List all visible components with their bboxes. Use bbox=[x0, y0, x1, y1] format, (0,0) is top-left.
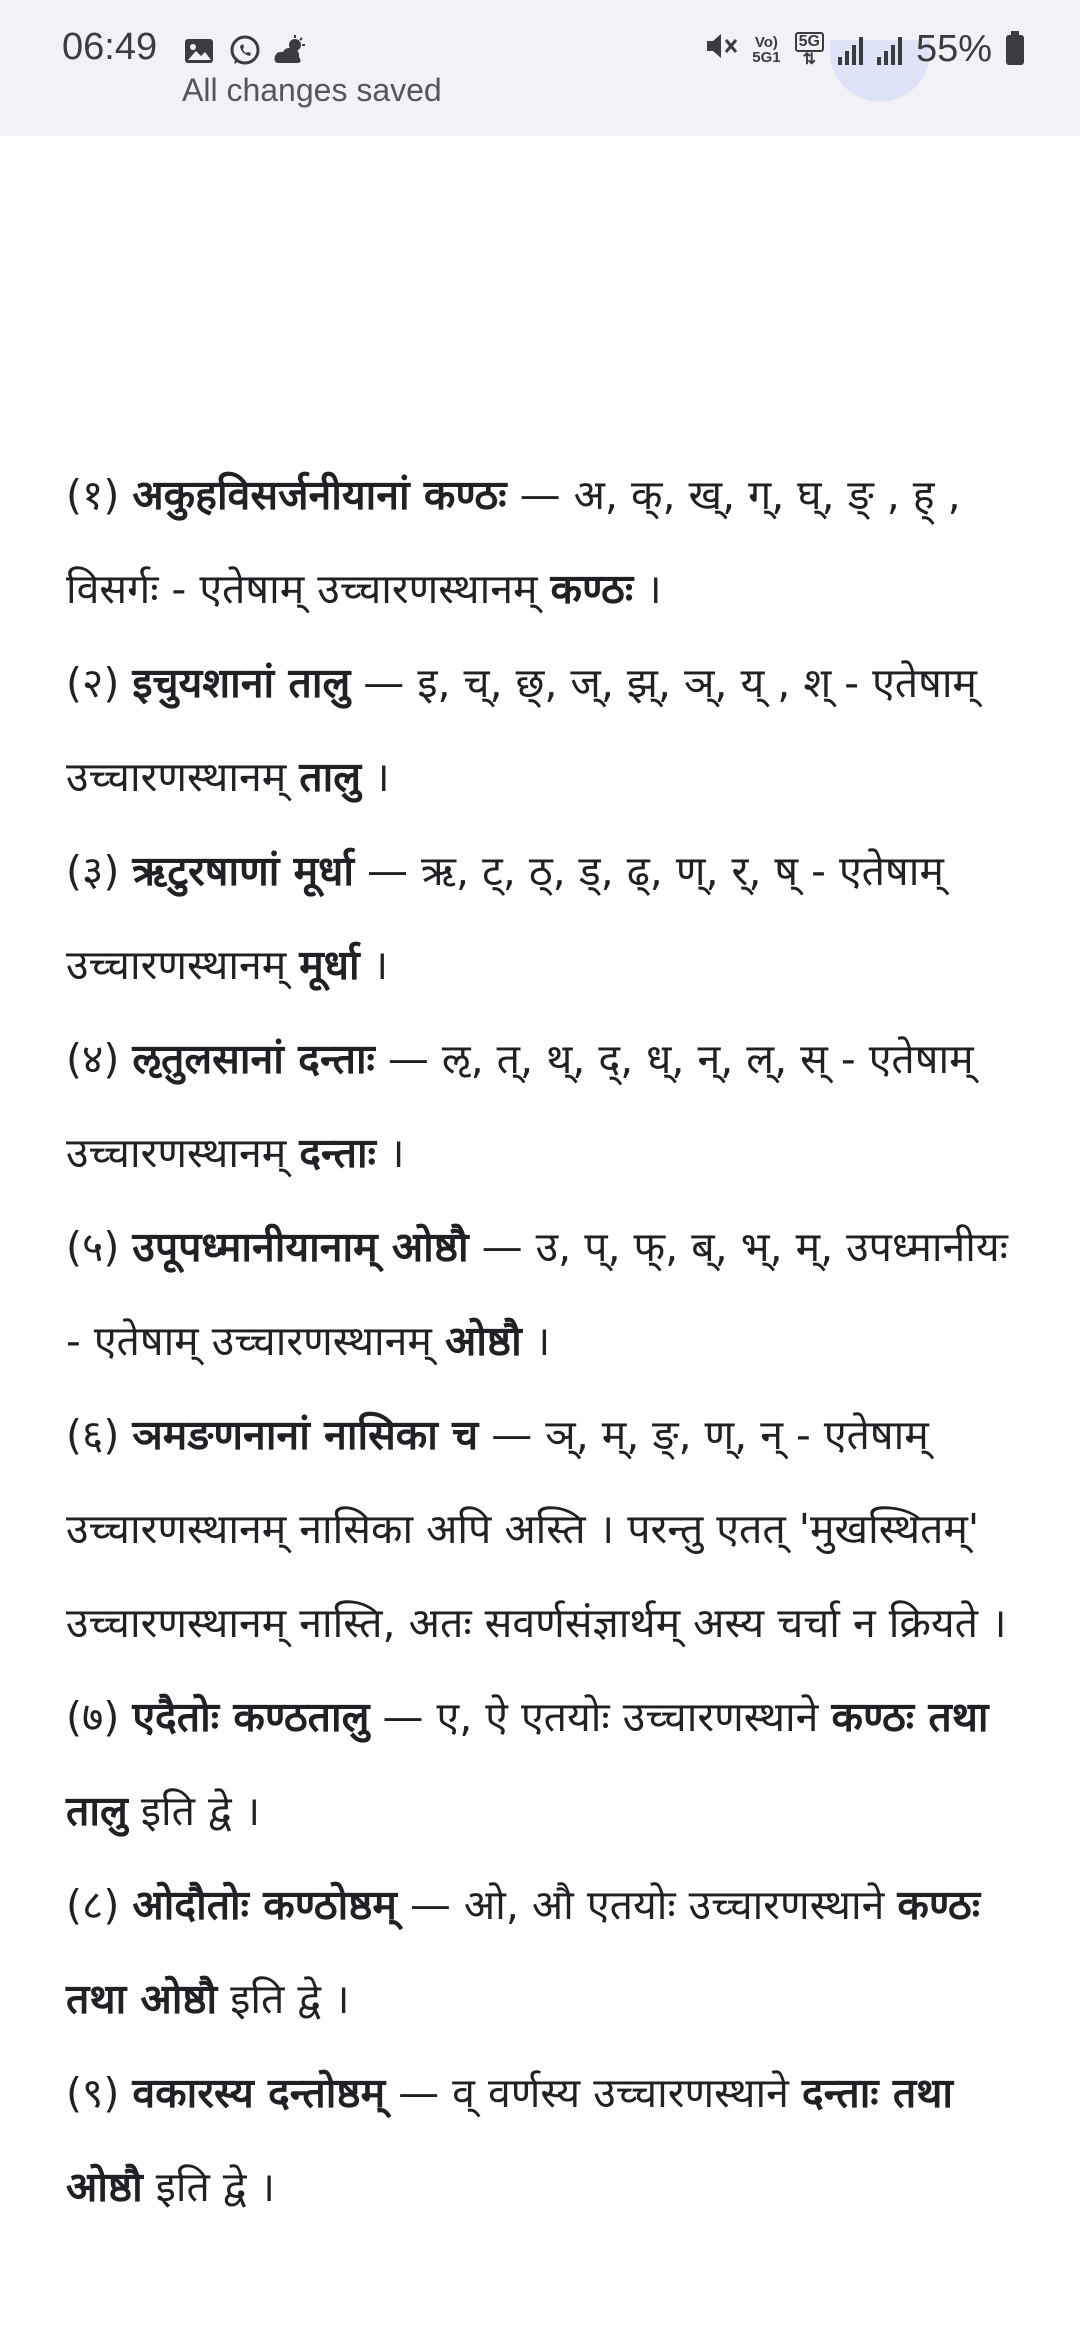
gallery-icon bbox=[180, 32, 218, 70]
notification-icons bbox=[180, 32, 310, 70]
volte-top-label: Vo) bbox=[754, 33, 778, 51]
rule-heading: उपूपध्मानीयानाम् ओष्ठौ bbox=[132, 1223, 469, 1271]
rule-text: — ओ, औ एतयोः उच्चारणस्थाने bbox=[396, 1881, 898, 1929]
rule-key: तालु bbox=[299, 753, 362, 801]
rule-end: इति द्वे । bbox=[142, 2163, 276, 2211]
rule-heading: अकुहविसर्जनीयानां कण्ठः bbox=[132, 471, 507, 519]
rule-5 bbox=[66, 1200, 1026, 1388]
status-time: 06:49 bbox=[62, 26, 158, 68]
rule-6 bbox=[66, 1388, 1026, 1670]
rule-key: कण्ठः तथा ओष्ठौ bbox=[66, 1881, 981, 2023]
battery-percent: 55% bbox=[915, 28, 992, 70]
network-label: 5G bbox=[795, 32, 824, 52]
rule-number: (४) bbox=[66, 1035, 133, 1083]
rule-text: — ए, ऐ एतयोः उच्चारणस्थाने bbox=[369, 1693, 832, 1741]
rule-number: (३) bbox=[66, 847, 133, 895]
rule-4 bbox=[66, 1012, 1026, 1200]
rule-8 bbox=[66, 1858, 1026, 2046]
rule-heading: ओदौतोः कण्ठोष्ठम् bbox=[132, 1881, 397, 1929]
rule-key: दन्ताः bbox=[299, 1129, 376, 1177]
rule-heading: वकारस्य दन्तोष्ठम् bbox=[132, 2069, 386, 2117]
mute-icon bbox=[704, 30, 738, 70]
volte-bottom-label: 5G1 bbox=[752, 48, 781, 66]
signal-icon bbox=[838, 35, 863, 65]
rule-key: कण्ठः bbox=[550, 565, 634, 613]
rule-heading: इचुयशानां तालु bbox=[132, 659, 351, 707]
rule-1 bbox=[66, 448, 1026, 636]
rule-key: दन्ताः तथा ओष्ठौ bbox=[66, 2069, 954, 2211]
rule-number: (८) bbox=[66, 1881, 133, 1929]
rule-text: — ऌ, त्, थ्, द्, ध्, न्, ल्, स् - एतेषाम् उच्चारणस्थानम् bbox=[66, 1035, 974, 1177]
rule-text: — ऋ, ट्, ठ्, ड्, ढ्, ण्, र्, ष् - एतेषाम् उच्चारणस्थानम् bbox=[66, 847, 944, 989]
rule-end: इति द्वे । bbox=[217, 1975, 350, 2023]
battery-icon bbox=[1006, 35, 1024, 65]
5g-icon: 5G ⇅ bbox=[795, 32, 824, 68]
rule-end: । bbox=[633, 565, 662, 613]
rule-end: इति द्वे । bbox=[127, 1787, 261, 1835]
rule-key: मूर्धा bbox=[299, 941, 360, 989]
rule-end: । bbox=[361, 753, 390, 801]
rule-text: — इ, च्, छ्, ज्, झ्, ञ्, य् , श् - एतेषाम् उच्चारणस्थानम् bbox=[66, 659, 977, 801]
rule-key: ओष्ठौ bbox=[444, 1317, 522, 1365]
status-bar bbox=[0, 0, 1080, 136]
rule-heading: ऌतुलसानां दन्ताः bbox=[132, 1035, 375, 1083]
weather-icon bbox=[272, 32, 310, 70]
rule-number: (५) bbox=[66, 1223, 133, 1271]
whatsapp-icon bbox=[226, 32, 264, 70]
rule-7 bbox=[66, 1670, 1026, 1858]
rule-number: (६) bbox=[66, 1411, 133, 1459]
rule-2 bbox=[66, 636, 1026, 824]
rule-heading: ञमङणनानां नासिका च bbox=[132, 1411, 479, 1459]
rule-end: । bbox=[375, 1129, 405, 1177]
rule-end: । bbox=[359, 941, 389, 989]
rule-text: — उ, प्, फ्, ब्, भ्, म्, उपध्मानीयः - एतेषाम् उच्चारणस्थानम् bbox=[66, 1223, 1008, 1365]
rule-number: (९) bbox=[66, 2069, 133, 2117]
document-body[interactable] bbox=[66, 448, 1026, 2234]
rule-number: (७) bbox=[66, 1693, 133, 1741]
rule-key: कण्ठः तथा तालु bbox=[66, 1693, 989, 1835]
rule-text: — अ, क्, ख्, ग्, घ्, ङ् , ह् , विसर्गः - एतेषाम् उच्चारणस्थानम् bbox=[66, 471, 961, 613]
rule-text: — ञ्, म्, ङ्, ण्, न् - एतेषाम् उच्चारणस्थानम् नासिका अपि अस्ति । परन्तु एतत् 'मुखस्थितम्' उच्चारणस्थानम् नास्ति, अतः सवर्णसंज्ञार्थम् अस्य चर्चा न क्रियते । bbox=[66, 1411, 1007, 1647]
volte-icon bbox=[752, 35, 780, 65]
signal-icon bbox=[877, 35, 902, 65]
rule-number: (२) bbox=[66, 659, 133, 707]
rule-number: (१) bbox=[66, 471, 133, 519]
rule-3 bbox=[66, 824, 1026, 1012]
rule-heading: एदैतोः कण्ठतालु bbox=[132, 1693, 370, 1741]
rule-heading: ऋटुरषाणां मूर्धा bbox=[132, 847, 354, 895]
save-status-text: All changes saved bbox=[182, 72, 442, 108]
rule-text: — व् वर्णस्य उच्चारणस्थाने bbox=[385, 2069, 802, 2117]
rule-end: । bbox=[521, 1317, 551, 1365]
rule-9 bbox=[66, 2046, 1026, 2234]
system-icons bbox=[704, 28, 1024, 71]
